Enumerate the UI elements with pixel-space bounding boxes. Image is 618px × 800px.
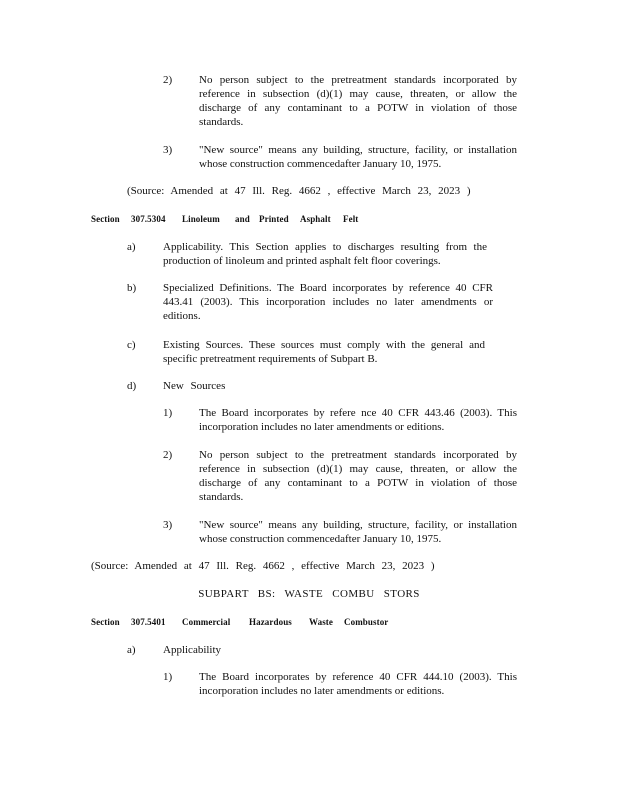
section-title-word: Waste bbox=[309, 617, 333, 627]
paragraph-text: "New source" means any building, structure, facility, or installation whose construction commencedafter January 10, 1975. bbox=[199, 144, 517, 170]
item-number: 1) bbox=[163, 671, 173, 683]
section-number: 307.5304 bbox=[131, 214, 166, 224]
section-word: Section bbox=[91, 214, 120, 224]
section-title-word: Linoleum bbox=[182, 214, 220, 224]
item-number: 2) bbox=[163, 449, 173, 461]
item-number: 1) bbox=[163, 407, 173, 419]
subpart-heading: SUBPART BS: WASTE COMBU STORS bbox=[198, 588, 420, 600]
paragraph-text: "New source" means any building, structure, facility, or installation whose construction commencedafter January 10, 1975. bbox=[199, 519, 517, 545]
paragraph-text: Applicability. This Section applies to discharges resulting from the production of linoleum and printed asphalt felt floor coverings. bbox=[163, 241, 487, 267]
section-word: Section bbox=[91, 617, 120, 627]
subsection-label: a) bbox=[127, 644, 136, 656]
subsection-label: b) bbox=[127, 282, 137, 294]
paragraph-text: No person subject to the pretreatment standards incorporated by reference in subsection (d)(1) may cause, threaten, or allow the discharge of any contaminant to a POTW in violation of those standards. bbox=[199, 74, 517, 128]
section-title-word: Commercial bbox=[182, 617, 231, 627]
section-number: 307.5401 bbox=[131, 617, 166, 627]
section-title-word: Asphalt bbox=[300, 214, 331, 224]
paragraph-text: Applicability bbox=[163, 644, 222, 656]
section-title-word: and bbox=[235, 214, 250, 224]
paragraph-text: New Sources bbox=[163, 380, 226, 392]
item-number: 2) bbox=[163, 74, 173, 86]
source-note: (Source: Amended at 47 Ill. Reg. 4662 , effective March 23, 2023 ) bbox=[127, 185, 471, 197]
section-heading bbox=[0, 616, 618, 630]
paragraph-text: No person subject to the pretreatment standards incorporated by reference in subsection (d)(1) may cause, threaten, or allow the discharge of any contaminant to a POTW in violation of those standards. bbox=[199, 449, 517, 503]
paragraph-text: The Board incorporates by reference 40 CFR 444.10 (2003). This incorporation includes no later amendments or editions. bbox=[199, 671, 517, 697]
item-number: 3) bbox=[163, 519, 173, 531]
section-title-word: Printed bbox=[259, 214, 289, 224]
subsection-label: d) bbox=[127, 380, 137, 392]
section-heading bbox=[0, 213, 618, 227]
subsection-label: a) bbox=[127, 241, 136, 253]
paragraph-text: Existing Sources. These sources must comply with the general and specific pretreatment requirements of Subpart B. bbox=[163, 339, 485, 365]
subsection-label: c) bbox=[127, 339, 136, 351]
section-title-word: Combustor bbox=[344, 617, 389, 627]
item-number: 3) bbox=[163, 144, 173, 156]
section-title-word: Hazardous bbox=[249, 617, 292, 627]
paragraph-text: The Board incorporates by refere nce 40 CFR 443.46 (2003). This incorporation includes no later amendments or editions. bbox=[199, 407, 517, 433]
source-note: (Source: Amended at 47 Ill. Reg. 4662 , effective March 23, 2023 ) bbox=[91, 560, 435, 572]
paragraph-text: Specialized Definitions. The Board incorporates by reference 40 CFR 443.41 (2003). This incorporation includes no later amendments or editions. bbox=[163, 282, 493, 322]
section-title-word: Felt bbox=[343, 214, 359, 224]
